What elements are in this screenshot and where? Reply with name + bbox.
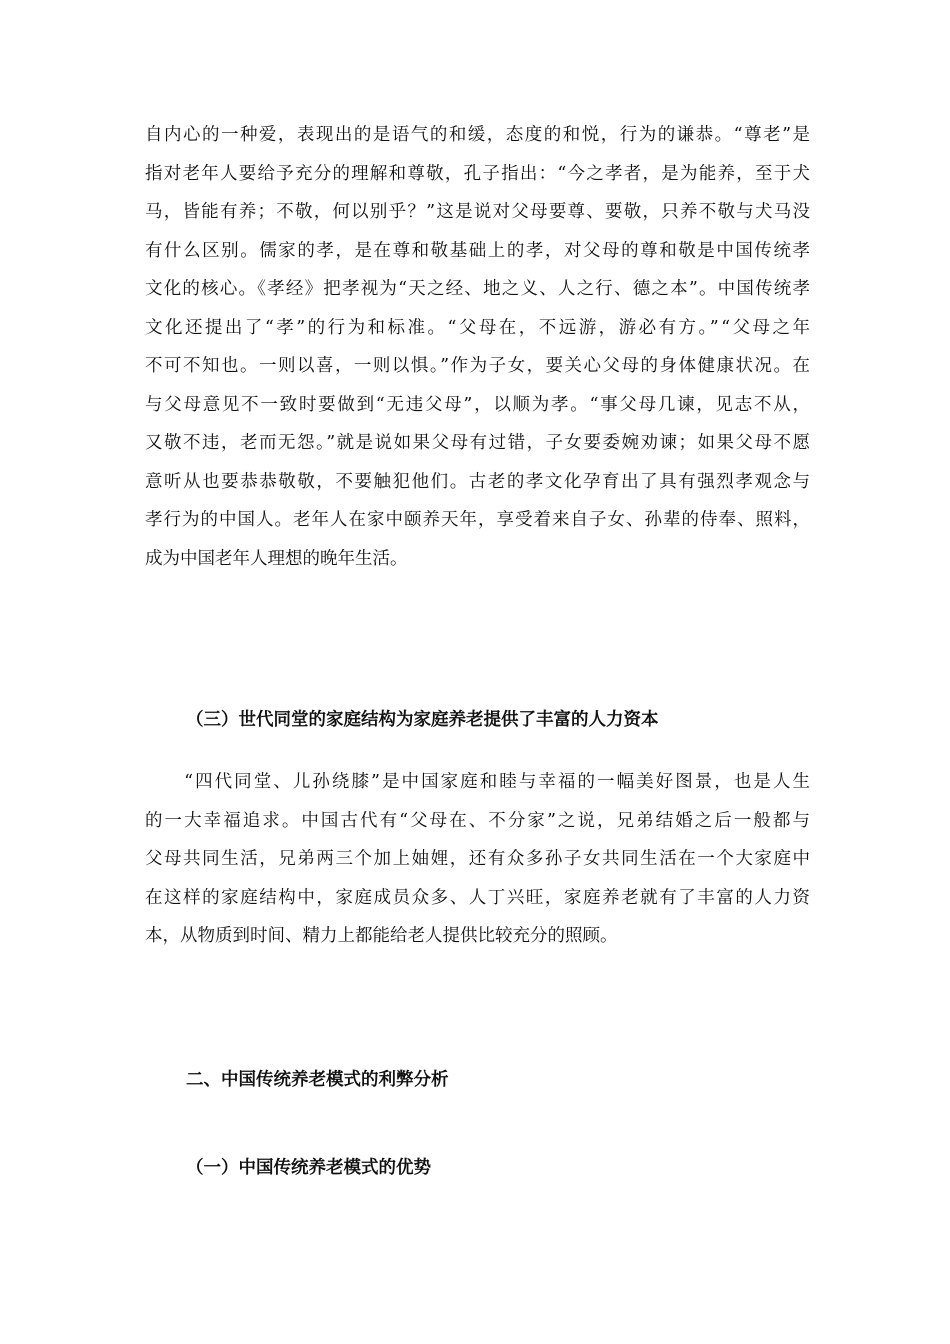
text-line: 自内心的一种爱，表现出的是语气的和缓，态度的和悦，行为的谦恭。“尊老”是	[145, 125, 812, 145]
text-line: 在这样的家庭结构中，家庭成员众多、人丁兴旺，家庭养老就有了丰富的人力资	[145, 887, 812, 908]
text-line: 文化还提出了“孝”的行为和标准。“父母在，不远游，游必有方。”“父母之年	[145, 317, 813, 338]
section-heading-family-structure: （三）世代同堂的家庭结构为家庭养老提供了丰富的人力资本	[186, 710, 659, 730]
text-line: 本，从物质到时间、精力上都能给老人提供比较充分的照顾。	[145, 926, 618, 946]
chapter-heading-analysis: 二、中国传统养老模式的利弊分析	[186, 1070, 449, 1090]
text-line: 的一大幸福追求。中国古代有“父母在、不分家”之说，兄弟结婚之后一般都与	[145, 810, 813, 831]
paragraph-four-generations	[145, 763, 813, 956]
text-line: 成为中国老年人理想的晚年生活。	[145, 548, 408, 569]
text-line: 指对老年人要给予充分的理解和尊敬，孔子指出：“今之孝者，是为能养，至于犬	[145, 163, 812, 184]
text-line: 有什么区别。儒家的孝，是在尊和敬基础上的孝，对父母的尊和敬是中国传统孝	[145, 240, 812, 261]
text-line: 孝行为的中国人。老年人在家中颐养天年，享受着来自子女、孙辈的侍奉、照料，	[145, 510, 811, 530]
text-line: 马，皆能有养；不敬，何以别乎？”这是说对父母要尊、要敬，只养不敬与犬马没	[145, 202, 812, 222]
text-line: 又敬不违，老而无怨。”就是说如果父母有过错，子女要委婉劝谏；如果父母不愿	[145, 433, 812, 453]
text-line: 不可不知也。一则以喜，一则以惧。”作为子女，要关心父母的身体健康状况。在	[145, 356, 812, 376]
text-line: “四代同堂、儿孙绕膝”是中国家庭和睦与幸福的一幅美好图景，也是人生	[145, 772, 813, 792]
text-line: 文化的核心。《孝经》把孝视为“天之经、地之义、人之行、德之本”。中国传统孝	[145, 279, 812, 299]
section-heading-advantages: （一）中国传统养老模式的优势	[186, 1158, 431, 1178]
text-line: 父母共同生活，兄弟两三个加上妯娌，还有众多孙子女共同生活在一个大家庭中	[145, 849, 812, 869]
text-line: 意听从也要恭恭敬敬，不要触犯他们。古老的孝文化孕育出了具有强烈孝观念与	[145, 471, 812, 492]
text-line: 与父母意见不一致时要做到“无违父母”，以顺为孝。“事父母几谏，见志不从，	[145, 394, 812, 415]
paragraph-filial-respect	[145, 116, 813, 578]
